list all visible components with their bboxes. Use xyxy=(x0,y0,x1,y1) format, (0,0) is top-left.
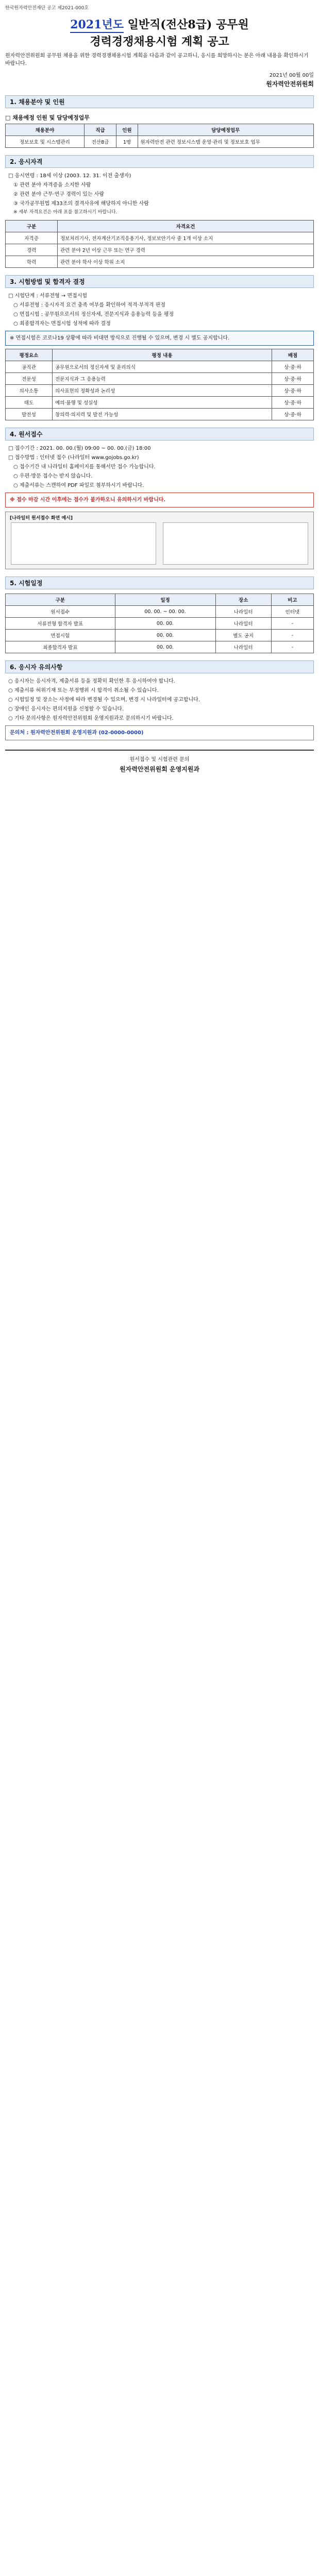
table-cell: 관련 분야 학사 이상 학위 소지 xyxy=(58,256,314,268)
figure-caption: [나라일터 원서접수 화면 예시] xyxy=(10,516,73,521)
col-header: 배점 xyxy=(272,349,314,361)
recruitment-table xyxy=(5,124,314,148)
table-cell: 나라일터 xyxy=(215,641,271,653)
table-row xyxy=(6,618,314,630)
table-cell: 상·중·하 xyxy=(272,361,314,373)
contact-text: 문의처 : 원자력안전위원회 운영지원과 (02-0000-0000) xyxy=(10,730,144,736)
title-line2: 경력경쟁채용시험 계획 공고 xyxy=(90,35,229,48)
table1-caption: □ 채용예정 인원 및 담당예정업무 xyxy=(5,114,90,121)
application-period: □ 접수기간 : 2021. 00. 00.(월) 09:00 ~ 00. 00.(금) 18:00 xyxy=(8,446,151,451)
section-title: 4. 원서접수 xyxy=(5,428,314,440)
screen-panel-left xyxy=(11,522,156,565)
col-header: 비고 xyxy=(271,594,313,606)
table-cell: 의사표현의 정확성과 논리성 xyxy=(53,385,272,397)
schedule-table xyxy=(5,594,314,653)
table-cell: 원서접수 xyxy=(6,606,115,618)
col-header: 자격요건 xyxy=(58,221,314,232)
footer-line: 원서접수 및 시험관련 문의 xyxy=(129,757,190,762)
col-header: 일정 xyxy=(115,594,215,606)
table-cell: - xyxy=(271,641,313,653)
table-cell: 창의력·의지력 및 발전 가능성 xyxy=(53,409,272,420)
col-header: 채용분야 xyxy=(6,124,85,136)
application-note: ○ 우편·방문 접수는 받지 않습니다. xyxy=(13,473,93,479)
interview-criteria-table xyxy=(5,349,314,420)
table-cell: 공직관 xyxy=(6,361,53,373)
col-header: 인원 xyxy=(116,124,138,136)
table-cell: 전문성 xyxy=(6,373,53,385)
table-cell: 관련 분야 2년 이상 근무 또는 연구 경력 xyxy=(58,244,314,256)
table-cell: 자격증 xyxy=(6,232,58,244)
table-cell: 면접시험 xyxy=(6,630,115,641)
application-warning xyxy=(5,493,314,507)
table-cell: 의사소통 xyxy=(6,385,53,397)
table-row xyxy=(6,232,314,244)
issuing-org: 원자력안전위원회 xyxy=(266,80,314,88)
age-requirement: □ 응시연령 : 18세 이상 (2003. 12. 31. 이전 출생자) xyxy=(8,173,131,179)
table-row xyxy=(6,136,314,148)
table-cell: 상·중·하 xyxy=(272,373,314,385)
col-header: 담당예정업무 xyxy=(138,124,313,136)
application-note: ○ 접수기간 내 나라일터 홈페이지를 통해서만 접수 가능합니다. xyxy=(13,464,156,470)
eligibility-item: ③ 국가공무원법 제33조의 결격사유에 해당하지 아니한 사람 xyxy=(13,201,149,207)
table-cell: 경력 xyxy=(6,244,58,256)
section-title: 1. 채용분야 및 인원 xyxy=(5,95,314,108)
table-cell: 1명 xyxy=(116,136,138,148)
table-row xyxy=(6,630,314,641)
table-row xyxy=(6,641,314,653)
table-cell: 상·중·하 xyxy=(272,409,314,420)
col-header: 장소 xyxy=(215,594,271,606)
note-item: ○ 제출서류 허위기재 또는 부정행위 시 합격이 취소될 수 있습니다. xyxy=(8,688,159,693)
col-header: 구분 xyxy=(6,221,58,232)
table-cell: 정보보호 및 시스템관리 xyxy=(6,136,85,148)
col-header: 평정 내용 xyxy=(53,349,272,361)
table-cell: 상·중·하 xyxy=(272,385,314,397)
application-note: ○ 제출서류는 스캔하여 PDF 파일로 첨부하시기 바랍니다. xyxy=(13,483,144,488)
table-cell: 전산8급 xyxy=(84,136,116,148)
section-title: 6. 응시자 유의사항 xyxy=(5,660,314,673)
table-cell: 나라일터 xyxy=(215,618,271,630)
note-item: ○ 시험일정 및 장소는 사정에 따라 변경될 수 있으며, 변경 시 나라일터에 공고합니다. xyxy=(8,697,200,703)
notice-number: 한국원자력안전재단 공고 제2021-000호 xyxy=(5,6,89,11)
exam-step: ○ 면접시험 : 공무원으로서의 정신자세, 전문지식과 응용능력 등을 평정 xyxy=(13,312,174,317)
col-header: 평정요소 xyxy=(6,349,53,361)
table-cell: - xyxy=(271,630,313,641)
intro-text: 원자력안전위원회 공무원 채용을 위한 경력경쟁채용시험 계획을 다음과 같이 공고하니, 응시를 희망하시는 분은 아래 내용을 확인하시기 바랍니다. xyxy=(5,53,309,66)
table-cell: 나라일터 xyxy=(215,606,271,618)
table-cell: 태도 xyxy=(6,397,53,409)
section-title: 3. 시험방법 및 합격자 결정 xyxy=(5,275,314,288)
col-header: 직급 xyxy=(84,124,116,136)
table-row xyxy=(6,397,314,409)
screen-panel-right xyxy=(163,522,308,565)
table-cell: 최종합격자 발표 xyxy=(6,641,115,653)
table-cell: 00. 00. ~ 00. 00. xyxy=(115,606,215,618)
table-cell: 서류전형 합격자 발표 xyxy=(6,618,115,630)
notice-date: 2021년 00월 00일 xyxy=(269,73,314,78)
table-cell: 00. 00. xyxy=(115,641,215,653)
table-row xyxy=(6,373,314,385)
title-line1: 일반직(전산8급) 공무원 xyxy=(127,18,249,31)
exam-note-box: ※ 면접시험은 코로나19 상황에 따라 비대면 방식으로 진행될 수 있으며, 변경 시 별도 공지합니다. xyxy=(5,331,314,346)
notice-page xyxy=(5,4,314,773)
eligibility-item: ① 관련 분야 자격증을 소지한 사람 xyxy=(13,182,91,188)
exam-step: ○ 서류전형 : 응시자격 요건 충족 여부를 확인하여 적격·부적격 판정 xyxy=(13,302,166,308)
table-cell: 00. 00. xyxy=(115,630,215,641)
section-title: 5. 시험일정 xyxy=(5,577,314,589)
exam-steps-title: □ 시험단계 : 서류전형 → 면접시험 xyxy=(8,293,88,299)
qualification-table xyxy=(5,220,314,268)
note-item: ○ 기타 문의사항은 원자력안전위원회 운영지원과로 문의하시기 바랍니다. xyxy=(8,716,174,721)
footer-org: 원자력안전위원회 운영지원과 xyxy=(120,766,199,773)
table-cell: 원자력안전 관련 정보시스템 운영·관리 및 정보보호 업무 xyxy=(138,136,313,148)
section-title: 2. 응시자격 xyxy=(5,155,314,168)
note-item: ○ 장애인 응시자는 편의지원을 신청할 수 있습니다. xyxy=(8,706,124,712)
exam-step: ○ 최종합격자는 면접시험 성적에 따라 결정 xyxy=(13,321,111,327)
table-cell: 인터넷 xyxy=(271,606,313,618)
application-screen-figure xyxy=(5,512,314,569)
contact-box xyxy=(5,725,314,740)
table-cell: 예의·품행 및 성실성 xyxy=(53,397,272,409)
table-cell: 학력 xyxy=(6,256,58,268)
table-cell: 정보처리기사, 전자계산기조직응용기사, 정보보안기사 중 1개 이상 소지 xyxy=(58,232,314,244)
application-method: □ 접수방법 : 인터넷 접수 (나라일터 www.gojobs.go.kr) xyxy=(8,455,139,461)
table-row xyxy=(6,606,314,618)
table-cell: 00. 00. xyxy=(115,618,215,630)
note-item: ○ 응시자는 응시자격, 제출서류 등을 정확히 확인한 후 응시하여야 합니다. xyxy=(8,679,175,684)
table-row xyxy=(6,361,314,373)
col-header: 구분 xyxy=(6,594,115,606)
title-year: 2021년도 xyxy=(70,16,124,33)
warning-text: ※ 접수 마감 시간 이후에는 접수가 불가하오니 유의하시기 바랍니다. xyxy=(10,497,166,503)
eligibility-note: ※ 세부 자격요건은 아래 표를 참고하시기 바랍니다. xyxy=(13,210,117,215)
table-cell: 공무원으로서의 정신자세 및 윤리의식 xyxy=(53,361,272,373)
table-row xyxy=(6,409,314,420)
eligibility-item: ② 관련 분야 근무·연구 경력이 있는 사람 xyxy=(13,192,105,197)
notice-title xyxy=(5,16,314,49)
table-row xyxy=(6,244,314,256)
table-cell: 발전성 xyxy=(6,409,53,420)
table-cell: 전문지식과 그 응용능력 xyxy=(53,373,272,385)
table-cell: 상·중·하 xyxy=(272,397,314,409)
table-row xyxy=(6,256,314,268)
table-cell: - xyxy=(271,618,313,630)
table-cell: 별도 공지 xyxy=(215,630,271,641)
table-row xyxy=(6,385,314,397)
footer xyxy=(5,750,314,773)
